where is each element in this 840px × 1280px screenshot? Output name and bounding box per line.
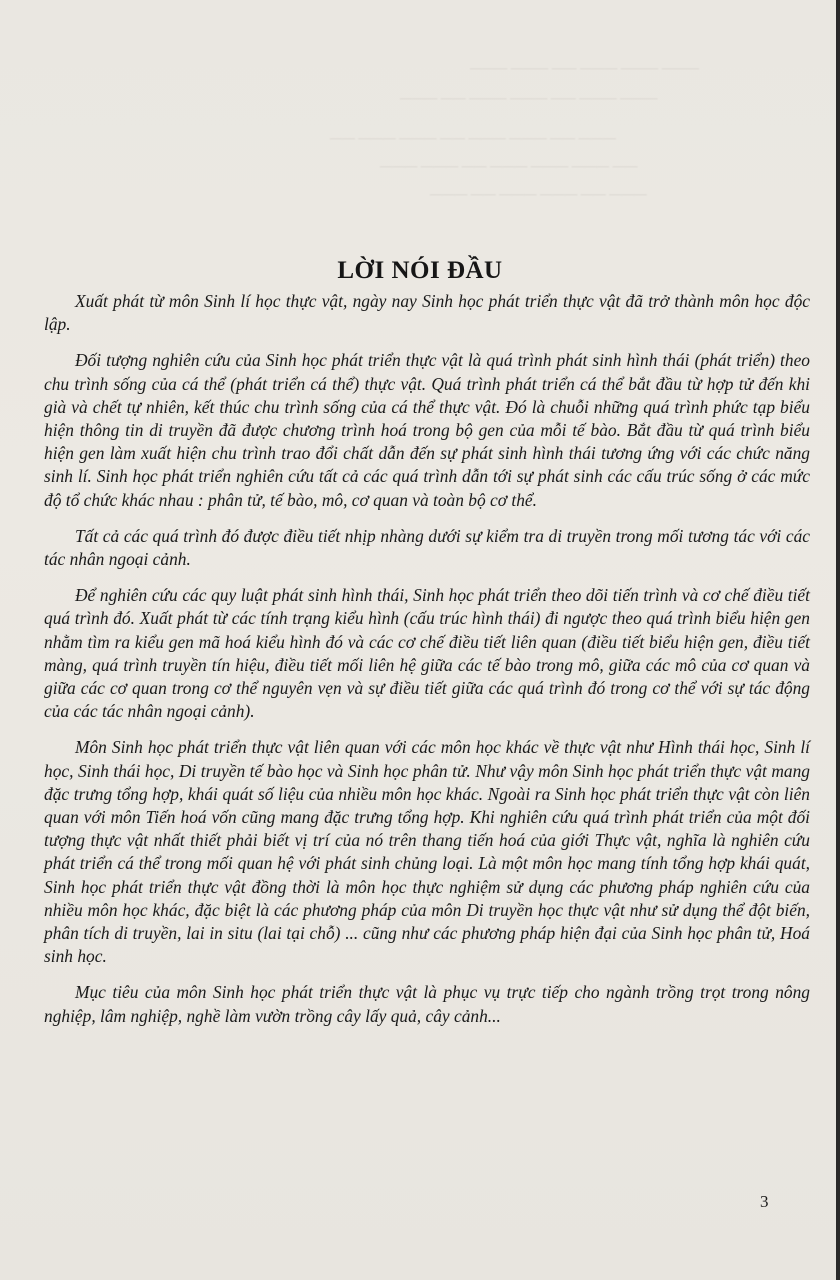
body-text bbox=[44, 290, 810, 1041]
bleed-through-line: ——— —— ——— ——— —— ——— ——— bbox=[400, 91, 658, 106]
bleed-through-line: ——— —— ——— ——— —— ——— bbox=[430, 187, 647, 202]
paragraph-1: Xuất phát từ môn Sinh lí học thực vật, ngày nay Sinh học phát triển thực vật đã trở thành môn học độc lập. bbox=[44, 291, 810, 335]
paragraph-2: Đối tượng nghiên cứu của Sinh học phát triển thực vật là quá trình phát sinh hình thái (phát triển) theo chu trình sống của cá thể (phát triển cá thể) thực vật. Quá trình phát triển cá thể bắt đầu từ hợp tử đến khi già và chết tự nhiên, kết thúc chu trình sống của cá thể thực vật. Đó là chuỗi những quá trình phức tạp biểu hiện thông tin di truyền đã được chương trình hoá trong bộ gen của mỗi tế bào. Bắt đầu từ quá trình biểu hiện gen làm xuất hiện chu trình trao đổi chất dẫn đến sự phát sinh hình thái tương ứng với các chức năng sinh lí. Sinh học phát triển nghiên cứu tất cả các quá trình dẫn tới sự phát sinh các cấu trúc sống ở các mức độ tổ chức khác nhau : phân tử, tế bào, mô, cơ quan và toàn bộ cơ thể. bbox=[44, 350, 810, 510]
paragraph-3: Tất cả các quá trình đó được điều tiết nhịp nhàng dưới sự kiểm tra di truyền trong mối tương tác với các tác nhân ngoại cảnh. bbox=[44, 525, 810, 570]
page-edge-shadow bbox=[836, 0, 840, 1280]
paragraph-5: Môn Sinh học phát triển thực vật liên quan với các môn học khác về thực vật như Hình thái học, Sinh lí học, Sinh thái học, Di truyền tế bào học và Sinh học phân tử. Như vậy môn Sinh học phát triển thực vật mang đặc trưng tổng hợp, khái quát số liệu của nhiều môn học khác. Ngoài ra Sinh học phát triển thực vật còn liên quan với môn Tiến hoá vốn cũng mang đặc trưng tổng hợp. Khi nghiên cứu quá trình phát triển của một đối tượng thực vật nhất thiết phải biết vị trí của nó trên thang tiến hoá của giới Thực vật, nghĩa là nghiên cứu phát triển cá thể trong mối quan hệ với phát sinh chủng loại. Là một môn học mang tính tổng hợp khái quát, Sinh học phát triển thực vật đồng thời là môn học thực nghiệm sử dụng các phương pháp nghiên cứu của nhiều môn học khác, đặc biệt là các phương pháp của môn Di truyền học thực vật như sử dụng thể đột biến, phân tích di truyền, lai in situ (lai tại chỗ) ... cũng như các phương pháp hiện đại của Sinh học phân tử, Hoá sinh học. bbox=[44, 737, 810, 967]
bleed-through-line: —— ——— ——— —— ——— ——— —— ——— bbox=[330, 131, 616, 146]
paragraph-6: Mục tiêu của môn Sinh học phát triển thực vật là phục vụ trực tiếp cho ngành trồng trọt trong nông nghiệp, lâm nghiệp, nghề làm vườn trồng cây lấy quả, cây cảnh... bbox=[44, 982, 810, 1026]
bleed-through-line: ——— ——— —— ——— ——— ——— —— bbox=[380, 159, 638, 174]
page-title: LỜI NÓI ĐẦU bbox=[337, 256, 503, 284]
bleed-through-line: ——— ——— —— ——— ——— ——— bbox=[470, 61, 700, 76]
paragraph-4: Để nghiên cứu các quy luật phát sinh hình thái, Sinh học phát triển theo dõi tiến trình và cơ chế điều tiết quá trình đó. Xuất phát từ các tính trạng kiểu hình (cấu trúc hình thái) đi ngược theo quá trình biểu hiện gen nhằm tìm ra kiểu gen mã hoá kiểu hình đó và các cơ chế điều tiết liên quan (điều tiết biểu hiện gen, điều tiết màng, quá trình truyền tín hiệu, điều tiết mối liên hệ giữa các tế bào trong mô, giữa các mô của cơ quan và giữa các cơ quan trong cơ thể nguyên vẹn và sự điều tiết giữa các quá trình đó trong cơ thể với sự tác động của các tác nhân ngoại cảnh). bbox=[44, 585, 810, 722]
page-number: 3 bbox=[760, 1192, 769, 1211]
